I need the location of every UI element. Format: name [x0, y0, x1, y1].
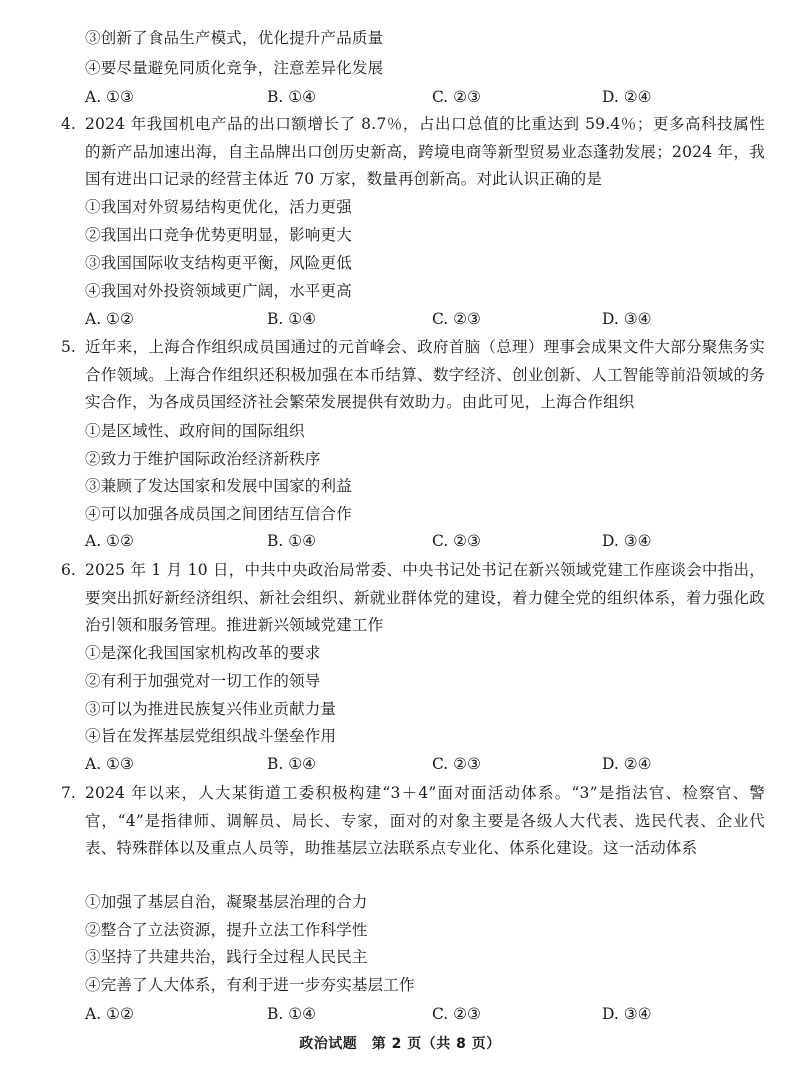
statement-2: ②整合了立法资源，提升立法工作科学性: [85, 921, 368, 939]
question-number: 7.: [61, 784, 76, 802]
choice-c: C. ②③: [432, 755, 481, 773]
statement-3: ③兼顾了发达国家和发展中国家的利益: [85, 477, 352, 495]
choice-d: D. ③④: [602, 310, 652, 328]
choice-d: D. ②④: [602, 755, 652, 773]
choice-a: A. ①③: [85, 755, 134, 773]
statement-1: ①是深化我国国家机构改革的要求: [85, 644, 321, 662]
question-stem: 2024 年以来，人大某街道工委积极构建“3＋4”面对面活动体系。“3”是指法官、检察官、警官，“4”是指律师、调解员、局长、专家，面对的对象主要是各级人大代表、选民代表、企业代表、特殊群体以及重点人员等，助推基层立法联系点专业化、体系化建设。这一活动体系: [85, 784, 765, 857]
question-stem: 2024 年我国机电产品的出口额增长了 8.7％，占出口总值的比重达到 59.4％；更多高科技属性的新产品加速出海，自主品牌出口创历史新高，跨境电商等新型贸易业态蓬勃发展；2024 年，我国有进出口记录的经营主体近 70 万家，数量再创新高。对此认识正确的是: [85, 115, 765, 188]
choice-b: B. ①④: [267, 755, 317, 773]
page-footer: 政治试题 第 2 页（共 8 页）: [299, 1036, 501, 1052]
question-stem: 近年来，上海合作组织成员国通过的元首峰会、政府首脑（总理）理事会成果文件大部分聚焦务实合作领域。上海合作组织还积极加强在本币结算、数字经济、创业创新、人工智能等前沿领域的务实合作，为各成员国经济社会繁荣发展提供有效助力。由此可见，上海合作组织: [85, 338, 765, 411]
choice-b: B. ①④: [267, 88, 317, 106]
statement-3: ③创新了食品生产模式，优化提升产品质量: [85, 29, 384, 47]
choice-a: A. ①②: [85, 310, 134, 328]
statement-4: ④可以加强各成员国之间团结互信合作: [85, 505, 352, 523]
statement-2: ②致力于维护国际政治经济新秩序: [85, 450, 321, 468]
question-number: 4.: [61, 115, 76, 133]
choice-a: A. ①②: [85, 532, 134, 550]
choice-c: C. ②③: [432, 310, 481, 328]
choice-d: D. ②④: [602, 88, 652, 106]
question-stem: 2025 年 1 月 10 日，中共中央政治局常委、中央书记处书记在新兴领域党建工作座谈会中指出，要突出抓好新经济组织、新社会组织、新就业群体党的建设，着力健全党的组织体系，着力强化政治引领和服务管理。推进新兴领域党建工作: [85, 561, 765, 634]
answer-choices: [85, 86, 775, 108]
statement-4: ④我国对外投资领域更广阔，水平更高: [85, 282, 352, 300]
statement-3: ③我国国际收支结构更平衡，风险更低: [85, 254, 352, 272]
answer-choices: [85, 753, 775, 775]
choice-a: A. ①②: [85, 1005, 134, 1023]
statement-3: ③坚持了共建共治，践行全过程人民民主: [85, 948, 368, 966]
statement-3: ③可以为推进民族复兴伟业贡献力量: [85, 700, 337, 718]
statement-4: ④要尽量避免同质化竞争，注意差异化发展: [85, 59, 384, 77]
answer-choices: [85, 308, 775, 330]
choice-d: D. ③④: [602, 1005, 652, 1023]
choice-c: C. ②③: [432, 88, 481, 106]
statement-1: ①加强了基层自治，凝聚基层治理的合力: [85, 893, 368, 911]
statement-4: ④旨在发挥基层党组织战斗堡垒作用: [85, 727, 337, 745]
choice-d: D. ③④: [602, 532, 652, 550]
choice-c: C. ②③: [432, 532, 481, 550]
answer-choices: [85, 530, 775, 552]
choice-b: B. ①④: [267, 1005, 317, 1023]
answer-choices: [85, 1003, 775, 1025]
statement-1: ①是区域性、政府间的国际组织: [85, 422, 305, 440]
statement-4: ④完善了人大体系，有利于进一步夯实基层工作: [85, 976, 415, 994]
statement-1: ①我国对外贸易结构更优化，活力更强: [85, 198, 352, 216]
choice-b: B. ①④: [267, 532, 317, 550]
choice-c: C. ②③: [432, 1005, 481, 1023]
statement-2: ②我国出口竞争优势更明显，影响更大: [85, 226, 352, 244]
question-number: 5.: [61, 338, 76, 356]
choice-a: A. ①③: [85, 88, 134, 106]
question-number: 6.: [61, 561, 76, 579]
statement-2: ②有利于加强党对一切工作的领导: [85, 672, 321, 690]
choice-b: B. ①④: [267, 310, 317, 328]
